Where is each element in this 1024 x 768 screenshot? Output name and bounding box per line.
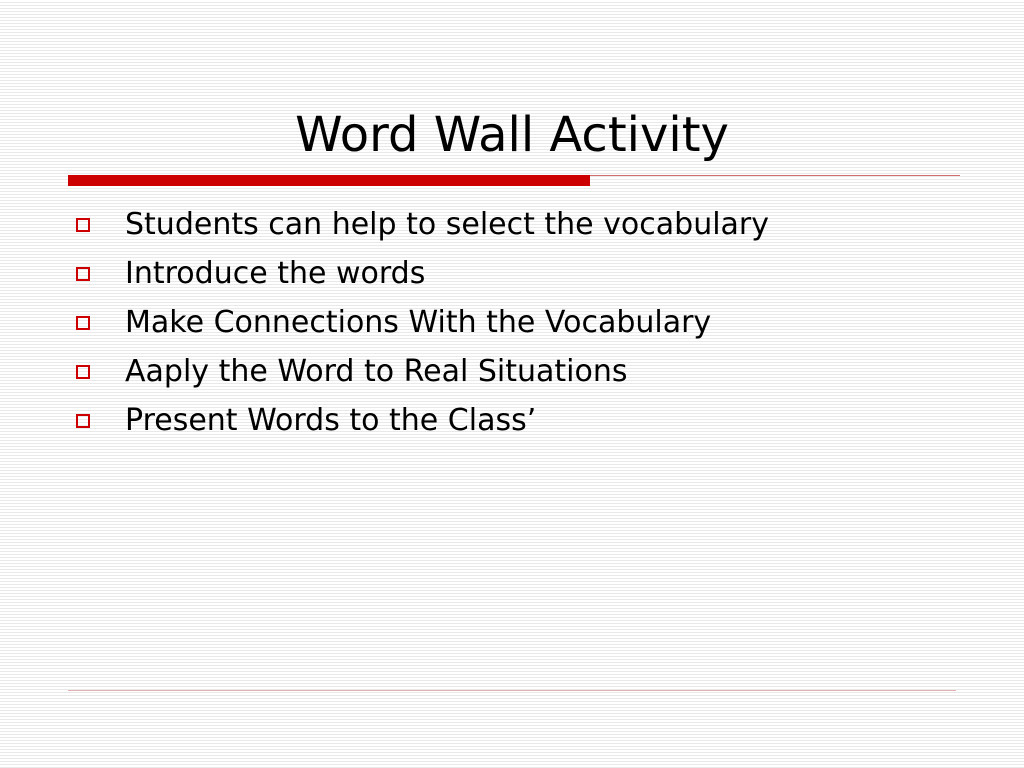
square-bullet-icon xyxy=(76,267,90,281)
square-bullet-icon xyxy=(76,414,90,428)
list-item xyxy=(76,396,769,445)
slide-title: Word Wall Activity xyxy=(295,107,729,163)
list-item xyxy=(76,298,769,347)
title-underline-thick xyxy=(68,175,590,186)
bullet-text: Make Connections With the Vocabulary xyxy=(125,305,712,340)
square-bullet-icon xyxy=(76,316,90,330)
list-item xyxy=(76,200,769,249)
square-bullet-icon xyxy=(76,218,90,232)
bullet-text: Present Words to the Class’ xyxy=(125,403,537,438)
footer-divider xyxy=(68,690,956,691)
bullet-text: Introduce the words xyxy=(125,256,426,291)
list-item xyxy=(76,249,769,298)
bullet-text: Aaply the Word to Real Situations xyxy=(125,354,628,389)
bullet-text: Students can help to select the vocabulary xyxy=(125,207,770,242)
square-bullet-icon xyxy=(76,365,90,379)
bullet-list xyxy=(76,200,769,445)
title-underline-thin xyxy=(590,175,960,176)
list-item xyxy=(76,347,769,396)
